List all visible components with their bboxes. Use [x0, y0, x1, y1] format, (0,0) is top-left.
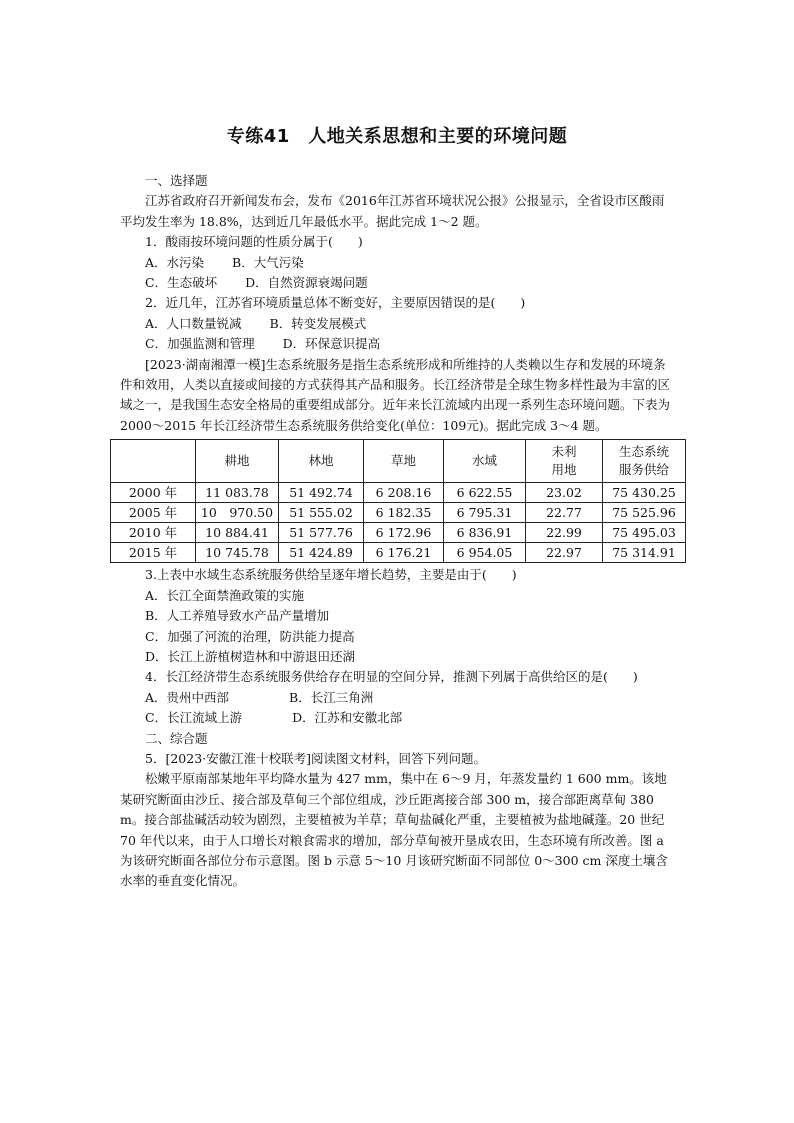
table-header-cell	[111, 440, 196, 483]
table-cell: 6 954.05	[444, 543, 526, 563]
question-5-stem: 5．[2023·安徽江淮十校联考]阅读图文材料，回答下列问题。	[145, 750, 486, 766]
q2-option-a: A．人口数量锐减	[145, 315, 242, 331]
header-unused-land-2: 用地	[551, 462, 577, 478]
table-row	[111, 543, 686, 563]
table-row	[111, 523, 686, 543]
table-cell: 75 430.25	[603, 483, 686, 503]
q4-option-d: D．江苏和安徽北部	[292, 710, 403, 726]
q3-option-c: C．加强了河流的治理，防洪能力提高	[145, 628, 355, 644]
table-header-row	[111, 440, 686, 483]
q2-option-d: D．环保意识提高	[282, 336, 381, 352]
table-header-cell: 耕地	[196, 440, 279, 483]
table-cell: 22.77	[526, 503, 603, 523]
table-cell: 10 884.41	[196, 523, 279, 543]
question-2-options-row-1	[120, 314, 676, 334]
page-title: 专练41 人地关系思想和主要的环境问题	[226, 126, 568, 147]
q1-option-c: C．生态破坏	[145, 275, 218, 291]
table-cell: 51 577.76	[279, 523, 364, 543]
q4-option-a: A．贵州中西部	[145, 689, 230, 705]
table-cell: 75 525.96	[603, 503, 686, 523]
q4-option-c: C．长江流域上游	[145, 710, 243, 726]
table-cell: 6 208.16	[364, 483, 444, 503]
q3-option-d: D．长江上游植树造林和中游退田还湖	[145, 648, 356, 664]
question-4-options-row-1	[120, 688, 676, 708]
table-header-cell: 水域	[444, 440, 526, 483]
section-heading-comprehensive: 二、综合题	[145, 730, 208, 746]
table-cell: 11 083.78	[196, 483, 279, 503]
table-row	[111, 483, 686, 503]
table-cell: 22.97	[526, 543, 603, 563]
passage-3: 松嫩平原南部某地年平均降水量为 427 mm，集中在 6～9 月，年蒸发量约 1 600 mm。该地某研究断面由沙丘、接合部及草甸三个部位组成，沙丘距离接合部 300 m，接合部距离草甸 380 m。接合部盐碱活动较为剧烈，主要植被为羊草；草甸盐碱化严重，主要植被为盐地碱蓬。20 世纪 70 年代以来，由于人口增长对粮食需求的增加，部分草甸被开垦成农田，生态环境有所改善。图 a 为该研究断面各部位分布示意图。图 b 示意 5～10 月该研究断面不同部位 0～300 cm 深度土壤含水率的垂直变化情况。	[120, 771, 668, 889]
header-ecosystem-2: 服务供给	[618, 462, 669, 478]
table-cell: 23.02	[526, 483, 603, 503]
table-cell: 75 495.03	[603, 523, 686, 543]
ecosystem-service-table	[110, 439, 686, 563]
table-cell: 51 492.74	[279, 483, 364, 503]
table-cell: 51 555.02	[279, 503, 364, 523]
header-ecosystem-1: 生态系统	[618, 444, 669, 460]
table-header-cell	[603, 440, 686, 483]
q1-option-a: A．水污染	[145, 254, 205, 270]
table-header-cell	[526, 440, 603, 483]
table-header-cell: 草地	[364, 440, 444, 483]
table-cell: 6 172.96	[364, 523, 444, 543]
table-cell: 6 176.21	[364, 543, 444, 563]
question-2-options-row-2	[120, 334, 676, 354]
q1-option-d: D．自然资源衰竭问题	[245, 275, 368, 291]
table-cell: 2015 年	[111, 543, 196, 563]
table-cell: 6 622.55	[444, 483, 526, 503]
table-cell: 6 836.91	[444, 523, 526, 543]
table-cell: 2000 年	[111, 483, 196, 503]
table-cell: 75 314.91	[603, 543, 686, 563]
q1-option-b: B．大气污染	[232, 254, 304, 270]
table-cell: 6 795.31	[444, 503, 526, 523]
question-4-stem: 4．长江经济带生态系统服务供给存在明显的空间分异，推测下列属于高供给区的是( )	[145, 669, 638, 685]
table-cell: 2005 年	[111, 503, 196, 523]
q2-option-c: C．加强监测和管理	[145, 336, 255, 352]
question-1-options-row-1	[120, 253, 676, 273]
table-cell: 22.99	[526, 523, 603, 543]
table-cell: 10 745.78	[196, 543, 279, 563]
q4-option-b: B．长江三角洲	[289, 689, 374, 705]
q2-option-b: B．转变发展模式	[269, 315, 367, 331]
q3-option-b: B．人工养殖导致水产品产量增加	[145, 608, 330, 624]
question-1-options-row-2	[120, 273, 676, 293]
header-unused-land-1: 未利	[551, 444, 577, 460]
q3-option-a: A．长江全面禁渔政策的实施	[145, 587, 305, 603]
passage-2: [2023·湖南湘潭一模]生态系统服务是指生态系统形成和所维持的人类赖以生存和发展的环境条件和效用，人类以直接或间接的方式获得其产品和服务。长江经济带是全球生物多样性最为丰富的区域之一，是我国生态安全格局的重要组成部分。近年来长江流域内出现一系列生态环境问题。下表为 2000～2015 年长江经济带生态系统服务供给变化(单位：109元)。据此完成 3～4 题。	[120, 356, 671, 433]
table-header-cell: 林地	[279, 440, 364, 483]
table-row	[111, 503, 686, 523]
question-1-stem: 1．酸雨按环境问题的性质分属于( )	[145, 234, 363, 250]
question-4-options-row-2	[120, 708, 676, 728]
question-2-stem: 2．近几年，江苏省环境质量总体不断变好，主要原因错误的是( )	[145, 295, 526, 311]
table-cell: 10 970.50	[196, 503, 279, 523]
question-3-stem: 3.上表中水域生态系统服务供给呈逐年增长趋势，主要是由于( )	[145, 567, 517, 583]
table-cell: 51 424.89	[279, 543, 364, 563]
section-heading-choice: 一、选择题	[145, 173, 208, 188]
passage-1: 江苏省政府召开新闻发布会，发布《2016年江苏省环境状况公报》公报显示，全省设市区酸雨平均发生率为 18.8%，达到近几年最低水平。据此完成 1～2 题。	[120, 193, 665, 229]
document-body	[120, 171, 676, 892]
table-cell: 6 182.35	[364, 503, 444, 523]
table-cell: 2010 年	[111, 523, 196, 543]
